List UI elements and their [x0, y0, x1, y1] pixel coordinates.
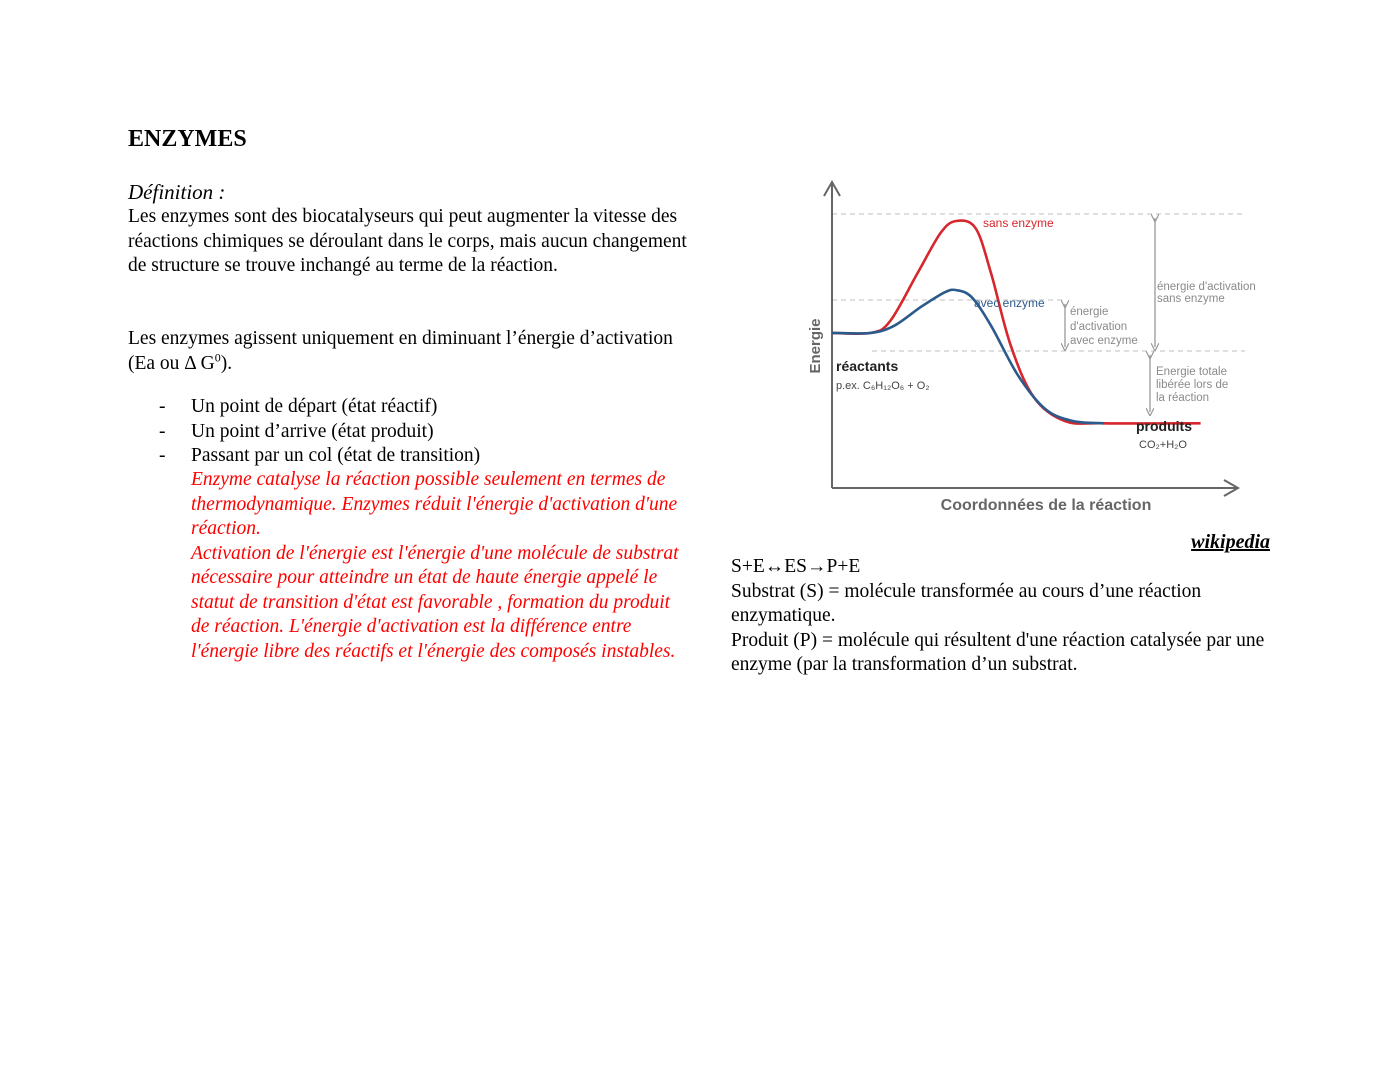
reactants-example: p.ex. C₆H₁₂O₆ + O₂ — [836, 380, 930, 392]
definition-label: Définition : — [128, 180, 226, 204]
total-energy-label-1: Energie totale — [1156, 366, 1227, 378]
activation-text: Les enzymes agissent uniquement en diminuant l’énergie d’activation (Ea ou Δ G — [128, 328, 673, 374]
activation-sans-label-1: énergie d'activation — [1157, 281, 1256, 293]
equation-block — [731, 555, 1271, 678]
total-energy-label-3: la réaction — [1156, 392, 1210, 404]
red-paragraph-2: Activation de l'énergie est l'énergie d'une molécule de substrat nécessaire pour atteindre un état de haute énergie appelé le statut de transition d'état est favorable , formation du produit de réaction. L'énergie d'activation est la différence entre l'énergie libre des réactifs et l'énergie des composés instables. — [191, 542, 679, 662]
activation-avec-label-1: énergie — [1070, 306, 1109, 318]
list-item-text: Un point de départ (état réactif) — [191, 396, 438, 417]
total-energy-label-2: libérée lors de — [1156, 379, 1229, 391]
y-axis-label: Energie — [807, 318, 824, 374]
series-label-avec-enzyme: avec enzyme — [974, 296, 1045, 310]
definition-paragraph: Les enzymes sont des biocatalyseurs qui peut augmenter la vitesse des réactions chimiques se déroulant dans le corps, mais aucun changement de structure se trouve inchangé au terme de la réaction. — [128, 206, 687, 276]
x-axis-label: Coordonnées de la réaction — [940, 497, 1152, 514]
activation-text-end: ). — [220, 352, 233, 374]
source-link[interactable]: wikipedia — [1191, 531, 1270, 553]
dash-bullet: - — [159, 396, 166, 417]
list-item — [128, 444, 688, 469]
series-sans-enzyme-line — [832, 221, 1201, 424]
activation-superscript: 0 — [214, 350, 221, 364]
reaction-equation: S+E↔ES→P+E — [731, 556, 861, 577]
list-item-text: Passant par un col (état de transition) — [191, 445, 481, 466]
energy-diagram — [800, 172, 1290, 522]
series-avec-enzyme-line — [832, 290, 1104, 424]
list-item — [128, 395, 688, 420]
dash-bullet: - — [159, 445, 166, 466]
activation-avec-label-2: d'activation — [1070, 321, 1128, 333]
substrat-definition: Substrat (S) = molécule transformée au cours d’une réaction enzymatique. — [731, 580, 1202, 626]
activation-paragraph — [128, 327, 688, 376]
dash-bullet: - — [159, 420, 166, 442]
produit-definition: Produit (P) = molécule qui résultent d'une réaction catalysée par une enzyme (par la transformation d’un substrat. — [731, 629, 1265, 675]
bullet-list — [128, 395, 688, 469]
products-example: CO₂+H₂O — [1139, 439, 1187, 451]
red-paragraph-1: Enzyme catalyse la réaction possible seulement en termes de thermodynamique. Enzymes réduit l'énergie d'activation d'une réaction. — [191, 469, 678, 539]
products-label: produits — [1136, 418, 1192, 434]
transition-explanation — [191, 468, 691, 664]
reactants-label: réactants — [836, 358, 899, 374]
list-item — [128, 420, 688, 445]
series-label-sans-enzyme: sans enzyme — [983, 216, 1054, 230]
list-item-text: Un point d’arrive (état produit) — [191, 420, 434, 442]
page-title: ENZYMES — [128, 126, 247, 152]
activation-avec-label-3: avec enzyme — [1070, 335, 1138, 347]
activation-sans-label-2: sans enzyme — [1157, 293, 1225, 305]
